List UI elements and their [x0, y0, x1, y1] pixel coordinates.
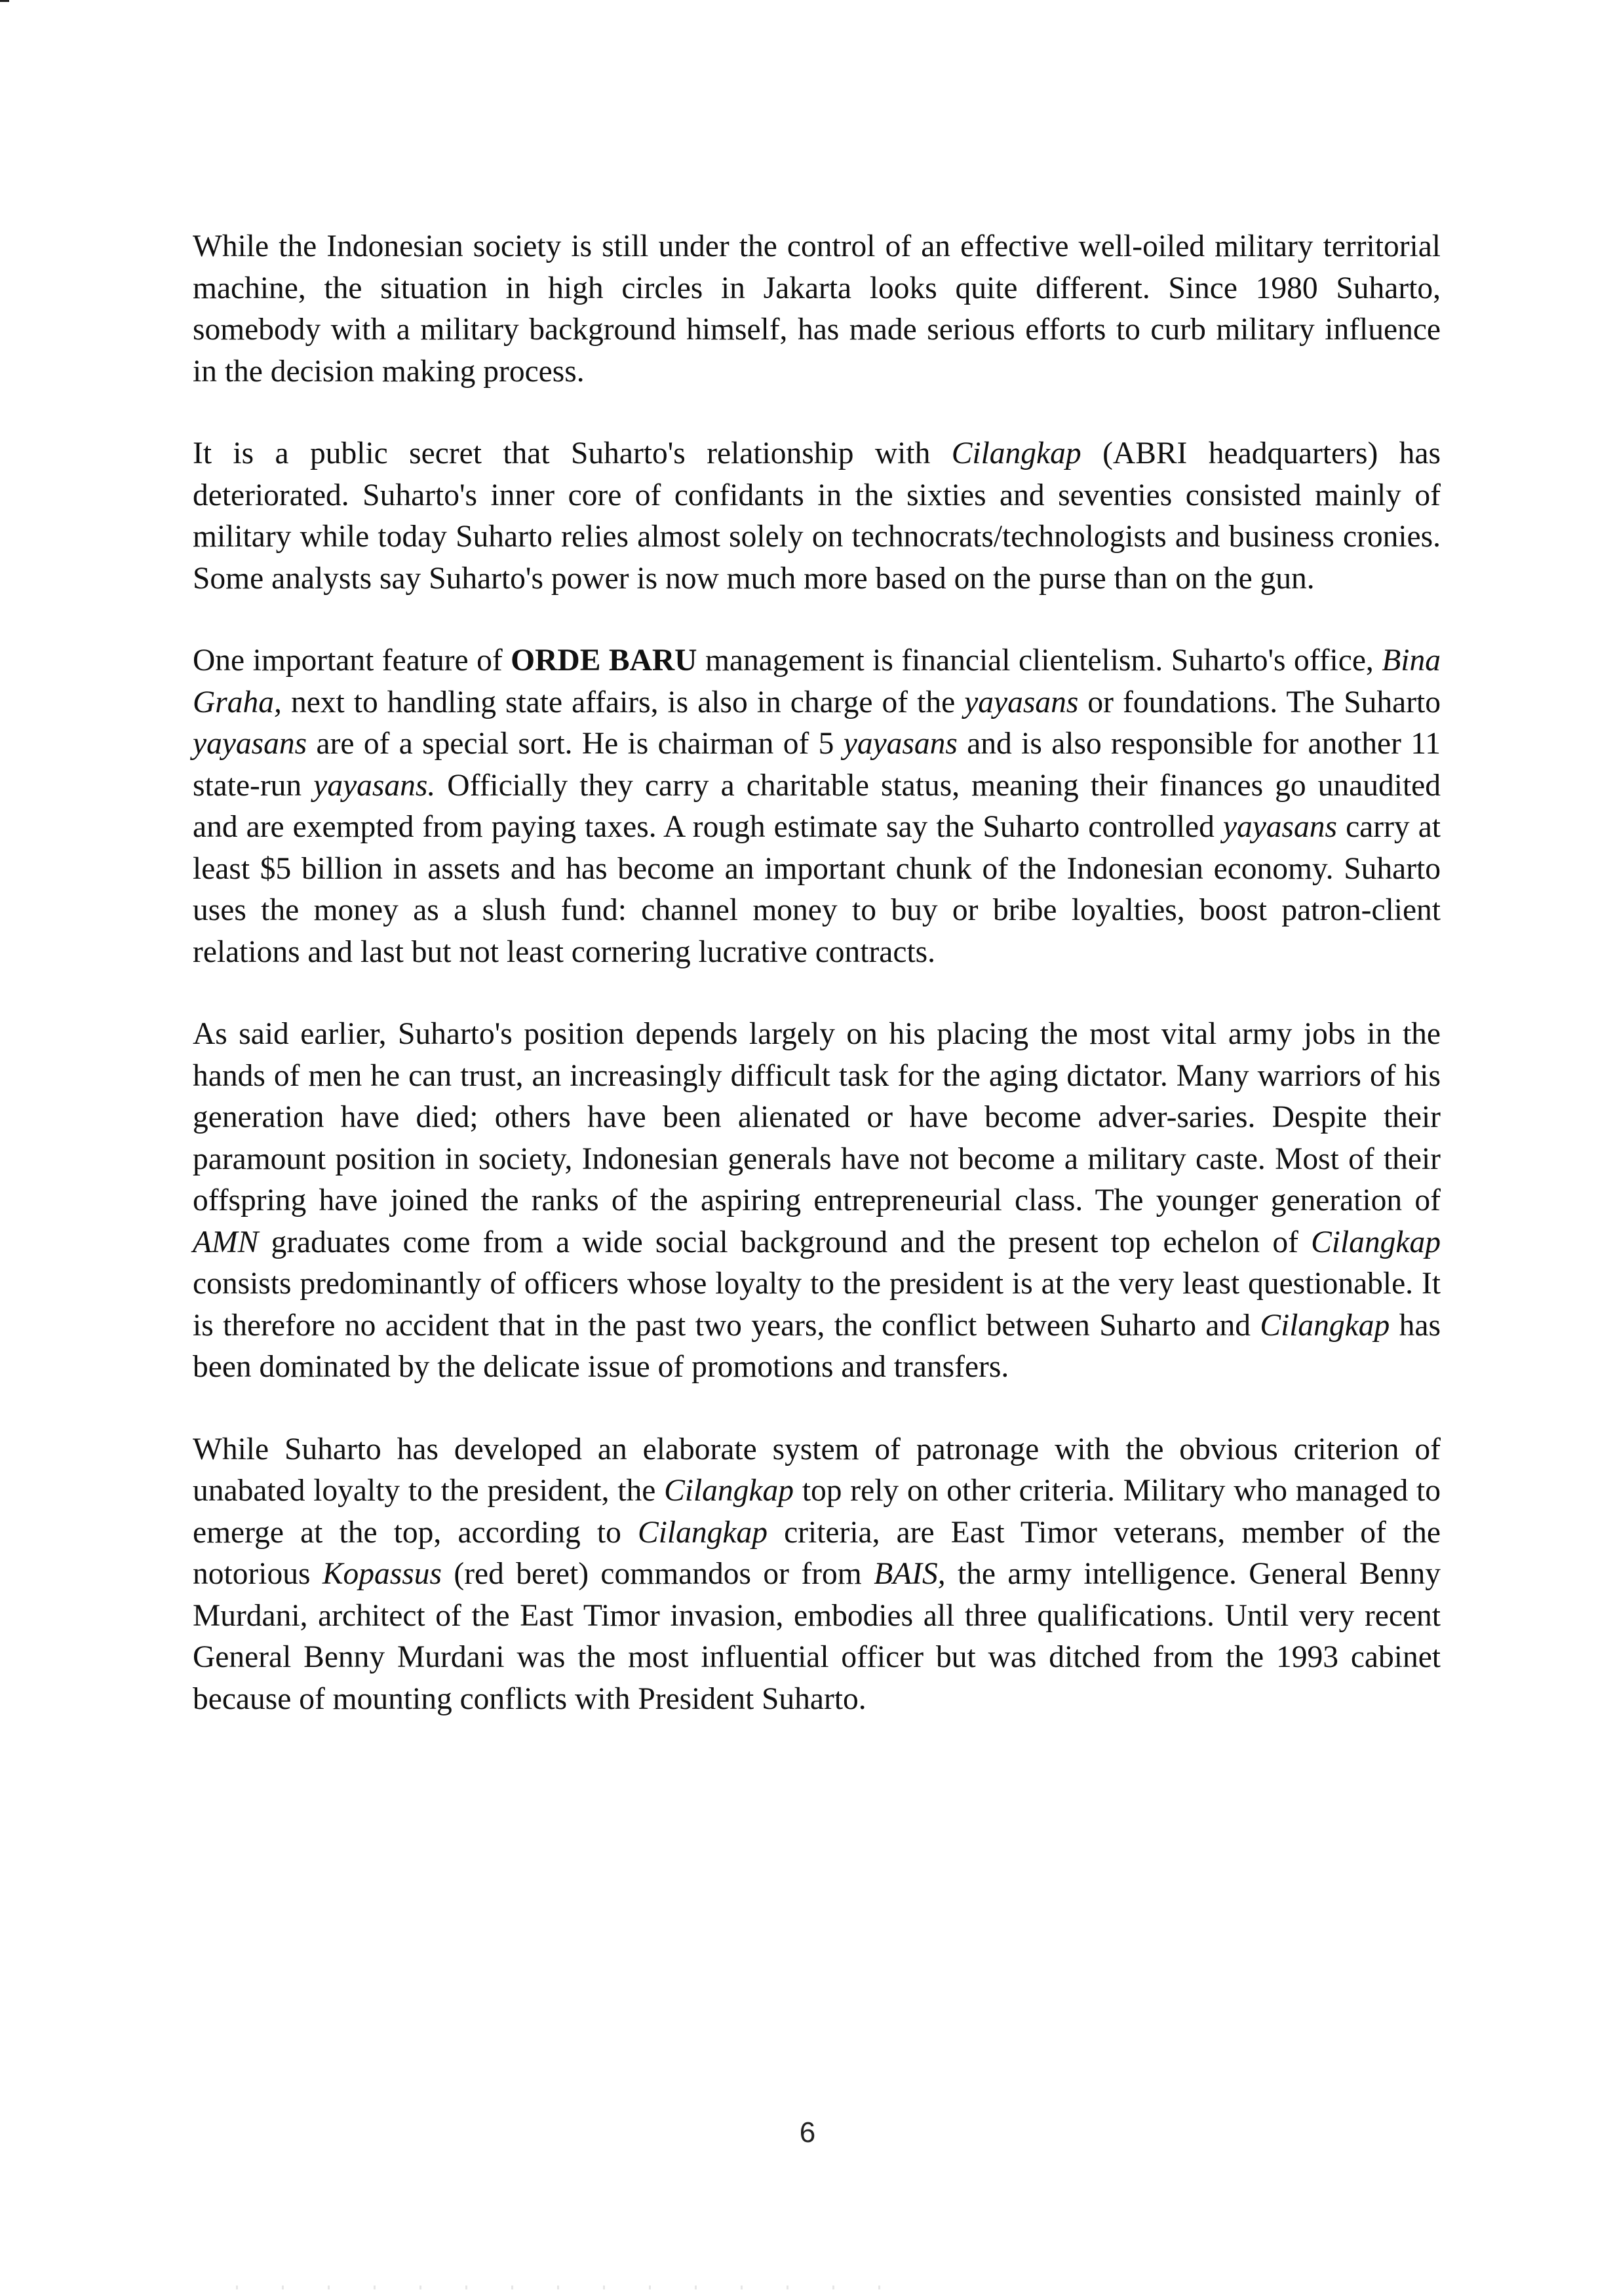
italic-term: Cilangkap: [951, 436, 1081, 470]
text-run: As said earlier, Suharto's position depends largely on his placing the most vital army jobs in the hands of men he can trust, an increasingly difficult task for the aging dictator. Many warriors of his generation have died; others have been alienated or have become adver-saries. Despite their paramount position in society, Indonesian generals have not become a military caste. Most of their offspring have joined the ranks of the aspiring entrepreneurial class. The younger generation of: [193, 1017, 1441, 1217]
italic-term: Kopassus: [322, 1557, 442, 1591]
text-run: consists predominantly of officers whose loyalty to the president is at the very least questionable. It is therefore no accident that in the past two years, the conflict between Suharto and: [193, 1267, 1441, 1343]
paragraph-patronage-criteria: [193, 1429, 1441, 1721]
paragraph-suharto-military-control: [193, 226, 1441, 392]
italic-term: Cilangkap: [638, 1515, 768, 1550]
italic-term: Cilangkap: [1260, 1308, 1390, 1343]
paragraph-army-jobs-and-generals: [193, 1014, 1441, 1388]
text-run: criteria, are East Timor veterans, member of the notorious: [193, 1515, 1441, 1591]
italic-term: yayasans: [843, 727, 958, 761]
text-run: or foundations. The Suharto: [1078, 685, 1441, 719]
text-run: has been dominated by the delicate issue of promotions and transfers.: [193, 1308, 1441, 1384]
italic-term: Bina Graha,: [193, 643, 1441, 719]
italic-term: yayasans.: [313, 768, 436, 803]
text-run: graduates come from a wide social background and the present top echelon of: [258, 1225, 1312, 1259]
scan-artifact-mark: [0, 0, 9, 2]
italic-term: Cilangkap: [1311, 1225, 1441, 1259]
text-run: and is also responsible for another 11 state-run: [193, 727, 1441, 803]
text-run: It is a public secret that Suharto's relationship with: [193, 436, 952, 470]
text-run: next to handling state affairs, is also in charge of the: [281, 685, 965, 719]
italic-term: yayasans: [1222, 810, 1338, 844]
text-run: While the Indonesian society is still under the control of an effective well-oiled military territorial machine, the situation in high circles in Jakarta looks quite different. Since 1980 Suharto, somebody with a military background himself, has made serious efforts to curb military influence in the decision making process.: [193, 229, 1441, 389]
scan-footer-specks: [236, 2286, 891, 2289]
italic-term: yayasans: [964, 685, 1079, 719]
text-run: are of a special sort. He is chairman of 5: [307, 727, 844, 761]
page-number: 6: [799, 2116, 816, 2149]
italic-term: yayasans: [193, 727, 307, 761]
text-run: the army intelligence. General Benny Murdani, architect of the East Timor invasion, embodies all three qualifications. Until very recent General Benny Murdani was the most influential officer but was ditched from the 1993 cabinet because of mounting conflicts with President Suharto.: [193, 1557, 1441, 1716]
bold-term: ORDE BARU: [511, 643, 697, 678]
text-run: (ABRI headquarters) has deteriorated. Suharto's inner core of confidants in the sixties and seventies consisted mainly of military while today Suharto relies almost solely on technocrats/technologists and business cronies. Some analysts say Suharto's power is now much more based on the purse than on the gun.: [193, 436, 1441, 596]
italic-term: BAIS,: [874, 1557, 946, 1591]
text-run: While Suharto has developed an elaborate system of patronage with the obvious criterion of unabated loyalty to the president, the: [193, 1432, 1441, 1508]
italic-term: Cilangkap: [664, 1474, 794, 1508]
text-run: Officially they carry a charitable status, meaning their finances go unaudited and are exempted from paying taxes. A rough estimate say the Suharto controlled: [193, 768, 1441, 844]
paragraph-financial-clientelism: [193, 640, 1441, 973]
text-run: One important feature of: [193, 643, 511, 678]
document-page: [193, 226, 1441, 1761]
paragraph-cilangkap-relationship: [193, 433, 1441, 600]
text-run: top rely on other criteria. Military who managed to emerge at the top, according to: [193, 1474, 1441, 1550]
text-run: (red beret) commandos or from: [442, 1557, 874, 1591]
text-run: management is financial clientelism. Suharto's office,: [697, 643, 1382, 678]
text-run: carry at least $5 billion in assets and has become an important chunk of the Indonesian economy. Suharto uses the money as a slush fund: channel money to buy or bribe loyalties, boost patron-client relations and last but not least cornering lucrative contracts.: [193, 810, 1441, 969]
italic-term: AMN: [193, 1225, 259, 1259]
